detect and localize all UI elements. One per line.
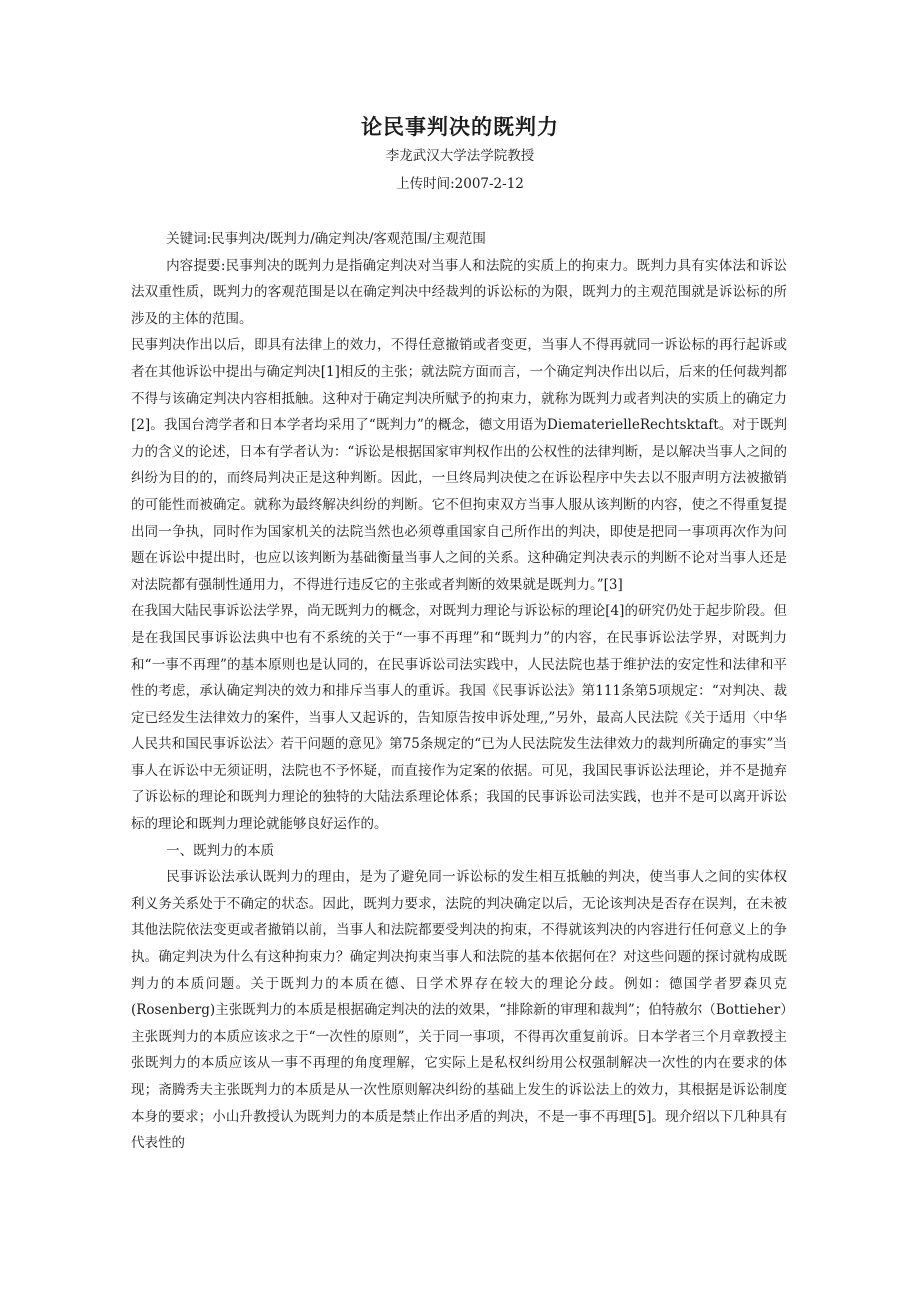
body-paragraph: 民事诉讼法承认既判力的理由，是为了避免同一诉讼标的发生相互抵触的判决，使当事人之间的实体权利义务关系处于不确定的状态。因此，既判力要求，法院的判决确定以后，无论该判决是否存在误判，在未被其他法院依法变更或者撤销以前，当事人和法院都要受判决的拘束，不得就该判决的内容进行任何意义上的争执。确定判决为什么有这种拘束力？确定判决拘束当事人和法院的基本依据何在？对这些问题的探讨就构成既判力的本质问题。关于既判力的本质在德、日学术界存在较大的理论分歧。例如：德国学者罗森贝克(Rosenberg)主张既判力的本质是根据确定判决的法的效果，“排除新的审理和裁判”；伯特赦尔（Bottieher）主张既判力的本质应该求之于“一次性的原则”，关于同一事项，不得再次重复前诉。日本学者三个月章教授主张既判力的本质应该从一事不再理的角度理解，它实际上是私权纠纷用公权强制解决一次性的内在要求的体现；斋腾秀夫主张既判力的本质是从一次性原则解决纠纷的基础上发生的诉讼法上的效力，其根据是诉讼制度本身的要求；小山升教授认为既判力的本质是禁止作出矛盾的判决，不是一事不再理[5]。现介绍以下几种具有代表性的 [131,869,787,1152]
document-title: 论民事判决的既判力 [361,114,559,139]
abstract-paragraph: 内容提要:民事判决的既判力是指确定判决对当事人和法院的实质上的拘束力。既判力具有实体法和诉讼法双重性质，既判力的客观范围是以在确定判决中经裁判的诉讼标的为限，既判力的主观范围就是诉讼标的所涉及的主体的范围。 [131,257,787,327]
document-body [131,226,787,1157]
document-author: 李龙武汉大学法学院教授 [385,148,535,164]
keywords-paragraph: 关键词:民事判决/既判力/确定判决/客观范围/主观范围 [166,231,486,247]
upload-time: 上传时间:2007-2-12 [396,176,524,192]
section-heading: 一、既判力的本质 [166,842,275,859]
body-paragraph: 在我国大陆民事诉讼法学界，尚无既判力的概念，对既判力理论与诉讼标的理论[4]的研究仍处于起步阶段。但是在我国民事诉讼法典中也有不系统的关于“一事不再理”和“既判力”的内容，在民事诉讼法学界，对既判力和“一事不再理”的基本原则也是认同的，在民事诉讼司法实践中，人民法院也基于维护法的安定性和法律和平性的考虑，承认确定判决的效力和排斥当事人的重诉。我国《民事诉讼法》第111条第5项规定：“对判决、裁定已经发生法律效力的案件，当事人又起诉的，告知原告按申诉处理,,”另外，最高人民法院《关于适用〈中华人民共和国民事诉讼法〉若干问题的意见》第75条规定的“已为人民法院发生法律效力的裁判所确定的事实”当事人在诉讼中无须证明，法院也不予怀疑，而直接作为定案的依据。可见，我国民事诉讼法理论，并不是抛弃了诉讼标的理论和既判力理论的独特的大陆法系理论体系；我国的民事诉讼司法实践，也并不是可以离开诉讼标的理论和既判力理论就能够良好运作的。 [131,603,787,833]
body-paragraph: 民事判决作出以后，即具有法律上的效力，不得任意撤销或者变更，当事人不得再就同一诉讼标的再行起诉或者在其他诉讼中提出与确定判决[1]相反的主张；就法院方面而言，一个确定判决作出以后，后来的任何裁判都不得与该确定判决内容相抵触。这种对于确定判决所赋予的拘束力，就称为既判力或者判决的实质上的确定力[2]。我国台湾学者和日本学者均采用了“既判力”的概念，德文用语为DiematerielleRechtsktaft。对于既判力的含义的论述，日本有学者认为：“诉讼是根据国家审判权作出的公权性的法律判断，是以解决当事人之间的纠纷为目的的，而终局判决正是这种判断。因此，一旦终局判决使之在诉讼程序中失去以不服声明方法被撤销的可能性而被确定。就称为最终解决纠纷的判断。它不但拘束双方当事人服从该判断的内容，使之不得重复提出同一争执，同时作为国家机关的法院当然也必须尊重国家自己所作出的判决，即使是把同一事项再次作为问题在诉讼中提出时，也应以该判断为基础衡量当事人之间的关系。这种确定判决表示的判断不论对当事人还是对法院都有强制性通用力，不得进行违反它的主张或者判断的效果就是既判力。”[3] [131,337,787,593]
